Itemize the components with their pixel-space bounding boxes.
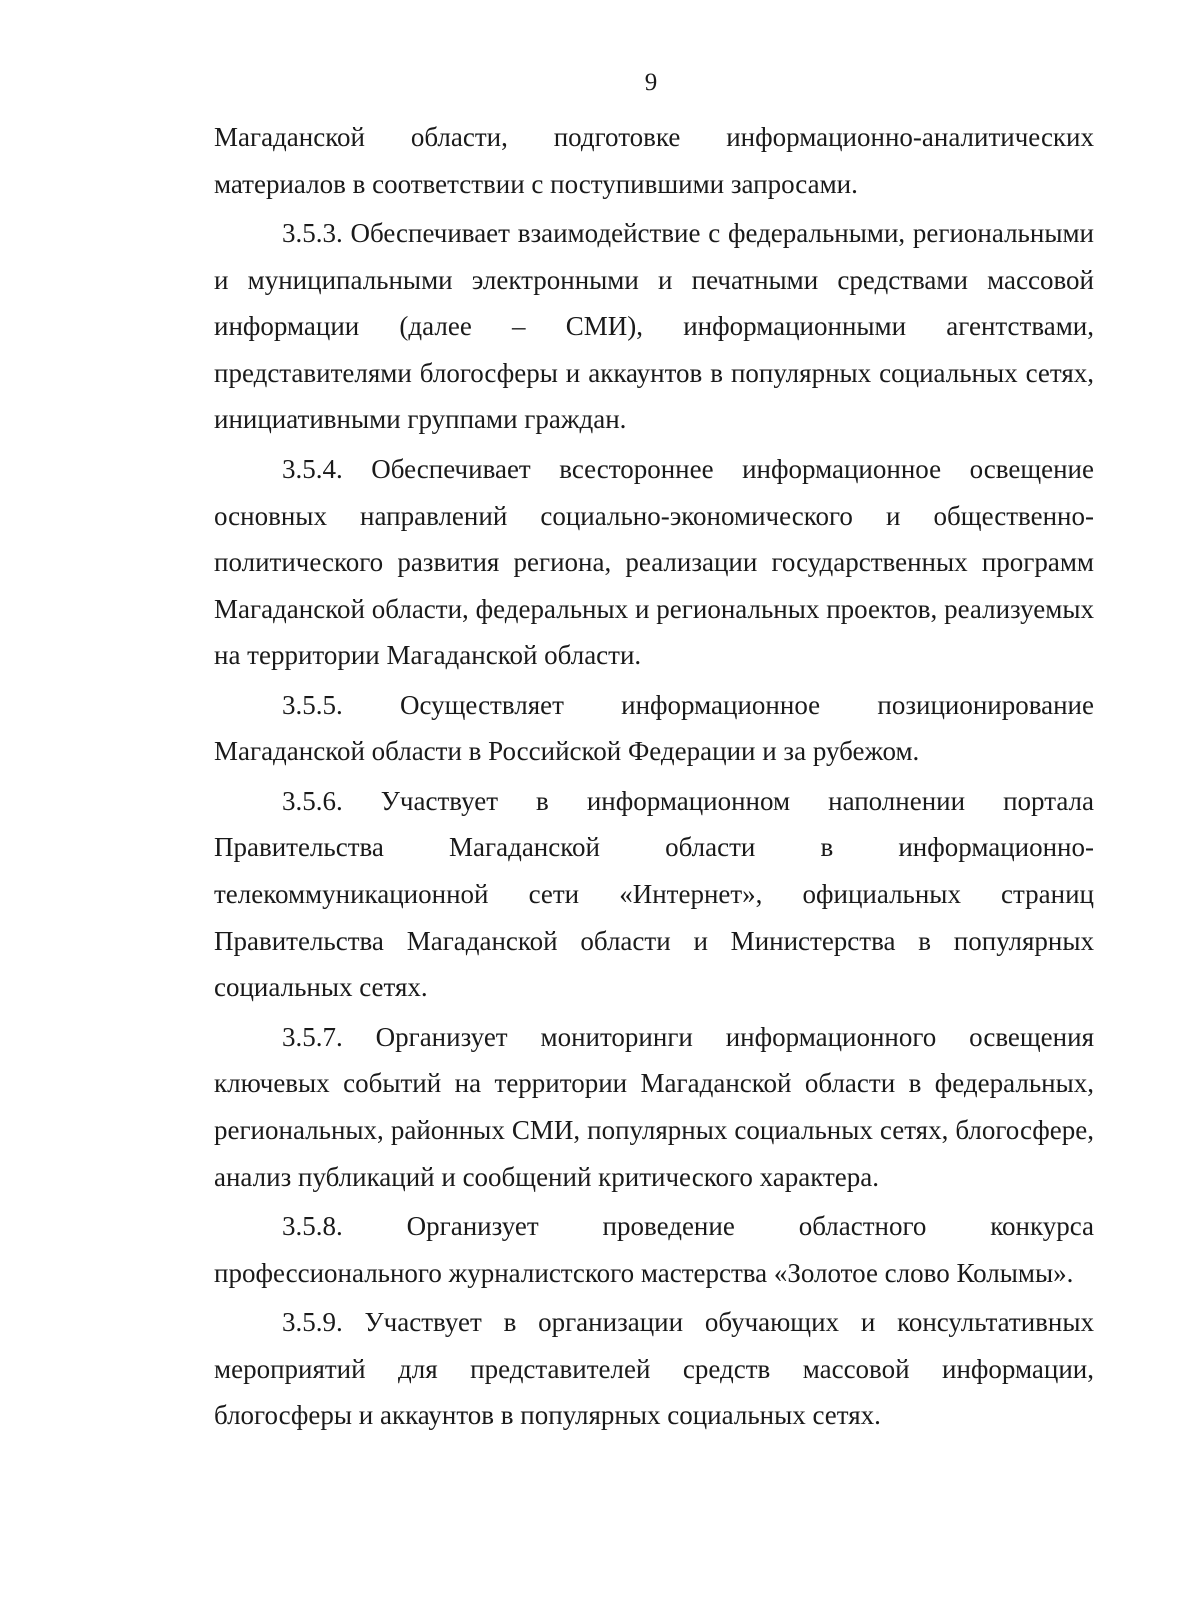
page-number: 9 (644, 69, 658, 96)
paragraph-3-5-9: 3.5.9. Участвует в организации обучающих и консультативных мероприятий для представителей средств массовой информации, блогосферы и аккаунтов в популярных социальных сетях. (214, 1307, 1094, 1431)
paragraph-3-5-5: 3.5.5. Осуществляет информационное позиционирование Магаданской области в Российской Федерации и за рубежом. (214, 689, 1094, 767)
paragraph-3-5-7: 3.5.7. Организует мониторинги информационного освещения ключевых событий на территории Магаданской области в федеральных, региональных, районных СМИ, популярных социальных сетях, блогосфере, анализ публикаций и сообщений критического характера. (214, 1021, 1094, 1192)
paragraph-3-5-4: 3.5.4. Обеспечивает всестороннее информационное освещение основных направлений социально-экономического и общественно-политического развития региона, реализации государственных программ Магаданской области, федеральных и региональных проектов, реализуемых на территории Магаданской области. (214, 453, 1094, 671)
paragraph-3-5-6: 3.5.6. Участвует в информационном наполнении портала Правительства Магаданской области в информационно-телекоммуникационной сети «Интернет», официальных страниц Правительства Магаданской области и Министерства в популярных социальных сетях. (214, 785, 1094, 1003)
paragraph-3-5-8: 3.5.8. Организует проведение областного конкурса профессионального журналистского мастерства «Золотое слово Колымы». (214, 1211, 1094, 1288)
paragraph-continuation: Магаданской области, подготовке информационно-аналитических материалов в соответствии с поступившими запросами. (214, 122, 1094, 199)
paragraph-3-5-3: 3.5.3. Обеспечивает взаимодействие с федеральными, региональными и муниципальными электронными и печатными средствами массовой информации (далее – СМИ), информационными агентствами, представителями блогосферы и аккаунтов в популярных социальных сетях, инициативными группами граждан. (214, 218, 1094, 435)
document-body (214, 114, 1094, 1442)
